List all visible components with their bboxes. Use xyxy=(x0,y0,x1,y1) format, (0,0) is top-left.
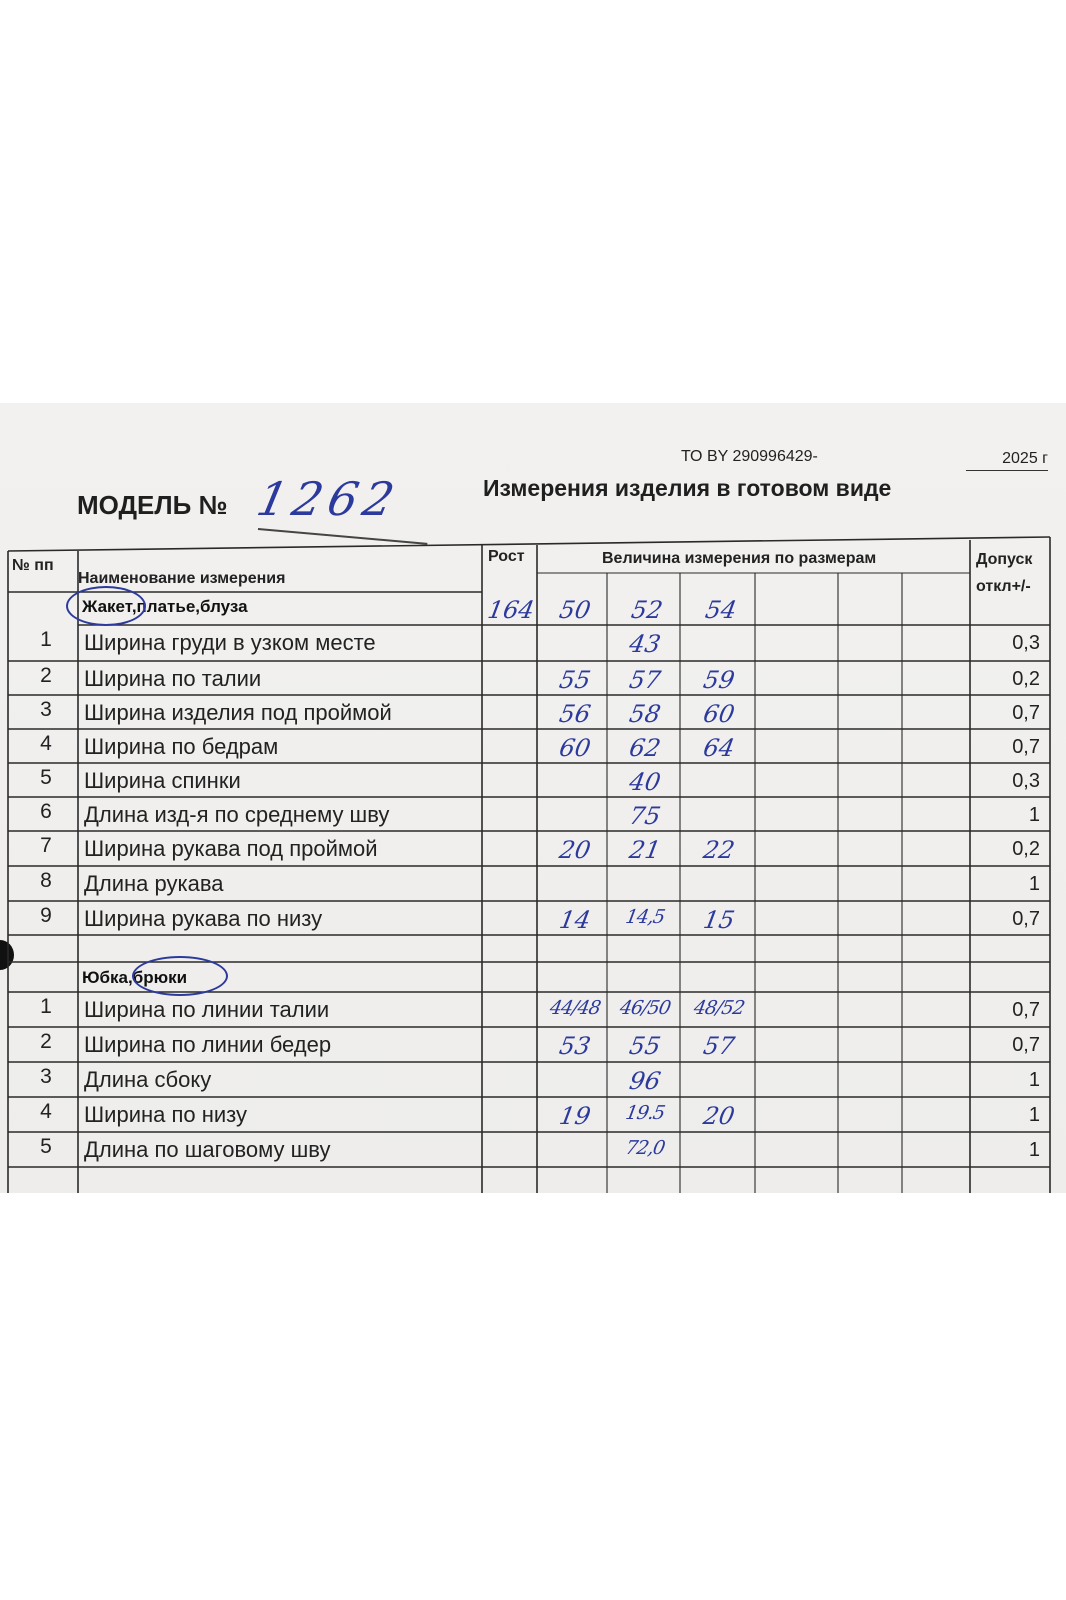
measurement-name: Ширина груди в узком месте xyxy=(84,630,376,655)
row-number: 4 xyxy=(40,1100,52,1123)
value-size-3: 59 xyxy=(701,666,737,694)
value-size-1: 44/48 xyxy=(548,997,602,1019)
section-title: Юбка,брюки xyxy=(82,968,188,987)
col-sizes-header: Величина измерения по размерам xyxy=(602,550,877,567)
doc-year: 2025 г xyxy=(966,450,1048,471)
value-size-2: 55 xyxy=(627,1032,663,1060)
tolerance-value: 0,3 xyxy=(1012,770,1040,792)
circled-mark xyxy=(66,586,146,626)
value-size-1: 14 xyxy=(557,906,593,934)
value-size-2: 21 xyxy=(627,836,663,864)
row-number: 4 xyxy=(40,732,52,755)
col-num-header: № пп xyxy=(12,557,54,574)
tolerance-value: 0,7 xyxy=(1012,702,1040,724)
height-value: 164 xyxy=(485,596,537,624)
value-size-3: 60 xyxy=(701,700,737,728)
value-size-2: 14,5 xyxy=(623,906,667,928)
value-size-3: 15 xyxy=(701,906,737,934)
value-size-2: 72,0 xyxy=(623,1137,667,1159)
tolerance-value: 1 xyxy=(1028,1104,1040,1126)
value-size-2: 40 xyxy=(627,768,663,796)
tolerance-value: 0,7 xyxy=(1012,1034,1040,1056)
measurement-name: Длина сбоку xyxy=(84,1067,212,1092)
value-size-1: 53 xyxy=(557,1032,593,1060)
value-size-2: 19.5 xyxy=(623,1102,667,1124)
tolerance-value: 0,2 xyxy=(1012,838,1040,860)
section-title: Жакет,платье,блуза xyxy=(82,597,248,616)
value-size-2: 43 xyxy=(627,630,663,658)
row-number: 8 xyxy=(40,869,52,892)
row-number: 2 xyxy=(40,664,52,687)
tolerance-value: 1 xyxy=(1028,873,1040,895)
value-size-3: 64 xyxy=(701,734,737,762)
row-number: 2 xyxy=(40,1030,52,1053)
model-label: МОДЕЛЬ № xyxy=(77,490,228,520)
tolerance-value: 1 xyxy=(1028,804,1040,826)
row-number: 7 xyxy=(40,834,52,857)
value-size-1: 55 xyxy=(557,666,593,694)
measurement-name: Ширина рукава по низу xyxy=(84,906,323,931)
measurement-name: Ширина по талии xyxy=(84,666,262,691)
tolerance-value: 0,7 xyxy=(1012,908,1040,930)
size-52: 52 xyxy=(629,596,665,624)
value-size-2: 46/50 xyxy=(618,997,672,1019)
row-number: 3 xyxy=(40,1065,52,1088)
value-size-3: 57 xyxy=(701,1032,737,1060)
value-size-3: 48/52 xyxy=(692,997,746,1019)
value-size-2: 75 xyxy=(627,802,663,830)
value-size-2: 57 xyxy=(627,666,663,694)
value-size-3: 22 xyxy=(701,836,737,864)
measurement-name: Длина рукава xyxy=(84,871,224,896)
measurement-name: Ширина по низу xyxy=(84,1102,248,1127)
tolerance-value: 0,2 xyxy=(1012,668,1040,690)
tolerance-value: 1 xyxy=(1028,1069,1040,1091)
value-size-1: 19 xyxy=(557,1102,593,1130)
col-name-header: Наименование измерения xyxy=(78,570,286,587)
model-number: 1262 xyxy=(252,472,405,526)
tolerance-value: 0,7 xyxy=(1012,736,1040,758)
row-number: 1 xyxy=(40,995,52,1018)
col-height-header: Рост xyxy=(488,548,525,565)
tolerance-value: 1 xyxy=(1028,1139,1040,1161)
tolerance-value: 0,3 xyxy=(1012,632,1040,654)
measurement-name: Ширина по линии бедер xyxy=(84,1032,332,1057)
size-54: 54 xyxy=(703,596,739,624)
value-size-1: 56 xyxy=(557,700,593,728)
measurement-name: Ширина по линии талии xyxy=(84,997,330,1022)
row-number: 5 xyxy=(40,1135,52,1158)
value-size-2: 96 xyxy=(627,1067,663,1095)
value-size-2: 58 xyxy=(627,700,663,728)
value-size-3: 20 xyxy=(701,1102,737,1130)
row-number: 6 xyxy=(40,800,52,823)
value-size-1: 20 xyxy=(557,836,593,864)
tolerance-value: 0,7 xyxy=(1012,999,1040,1021)
row-number: 1 xyxy=(40,628,52,651)
col-tolerance-header: Допуск xyxy=(976,551,1033,568)
measurement-name: Ширина спинки xyxy=(84,768,241,793)
row-number: 9 xyxy=(40,904,52,927)
value-size-1: 60 xyxy=(557,734,593,762)
row-number: 3 xyxy=(40,698,52,721)
measurement-name: Ширина изделия под проймой xyxy=(84,700,392,725)
circled-mark xyxy=(132,956,228,996)
measurement-name: Ширина рукава под проймой xyxy=(84,836,378,861)
row-number: 5 xyxy=(40,766,52,789)
value-size-2: 62 xyxy=(627,734,663,762)
size-50: 50 xyxy=(557,596,593,624)
measurement-name: Ширина по бедрам xyxy=(84,734,279,759)
col-tolerance-subheader: откл+/- xyxy=(976,578,1031,595)
doc-code: ТО BY 290996429- xyxy=(681,448,818,465)
page-title: Измерения изделия в готовом виде xyxy=(483,475,892,501)
measurement-name: Длина изд-я по среднему шву xyxy=(84,802,390,827)
measurement-name: Длина по шаговому шву xyxy=(84,1137,331,1162)
